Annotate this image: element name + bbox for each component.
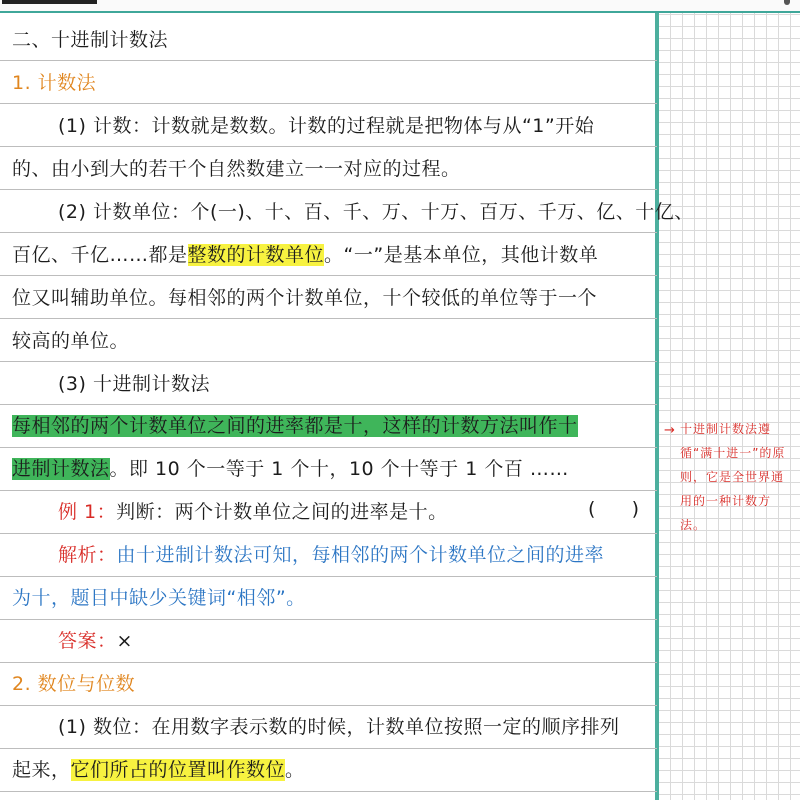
paragraph-counting-line2: 的、由小到大的若干个自然数建立一一对应的过程。 <box>12 158 461 180</box>
top-scribble <box>2 0 97 4</box>
rule-line <box>0 103 657 104</box>
rule-line <box>0 619 657 620</box>
highlight-decimal-definition: 每相邻的两个计数单位之间的进率都是十，这样的计数方法叫作十 <box>12 415 578 437</box>
rule-line <box>0 189 657 190</box>
answer-label: 答案： <box>58 630 117 652</box>
analysis-line2: 为十，题目中缺少关键词“相邻”。 <box>12 587 306 609</box>
margin-line-right <box>657 13 659 800</box>
subsection-title-counting: 1. 计数法 <box>12 72 97 94</box>
paragraph-digits-line2 <box>12 758 305 782</box>
decimal-system-title: (3) 十进制计数法 <box>58 373 210 395</box>
answer-blank: ( ) <box>588 498 640 520</box>
decimal-system-line2 <box>12 457 569 481</box>
answer-value: × <box>116 630 133 652</box>
section-heading: 二、十进制计数法 <box>12 29 169 51</box>
digits-line2-post: 。 <box>285 759 305 781</box>
decimal-line2-post: 。即 10 个一等于 1 个十，10 个十等于 1 个百 …… <box>109 458 569 480</box>
example-text: 判断：两个计数单位之间的进率是十。 <box>116 501 448 523</box>
rule-line <box>0 533 657 534</box>
example-label: 例 1： <box>58 501 117 523</box>
paragraph-units-line2 <box>12 243 598 267</box>
rule-line <box>0 662 657 663</box>
rule-line <box>0 146 657 147</box>
paragraph-counting-line1: (1) 计数：计数就是数数。计数的过程就是把物体与从“1”开始 <box>58 115 595 137</box>
paragraph-units-line4: 较高的单位。 <box>12 330 130 352</box>
rule-line <box>0 791 657 792</box>
rule-line <box>0 404 657 405</box>
analysis-text-1: 由十进制计数法可知，每相邻的两个计数单位之间的进率 <box>116 544 605 566</box>
highlight-decimal-term: 进制计数法 <box>12 458 110 480</box>
rule-line <box>0 447 657 448</box>
rule-line <box>0 361 657 362</box>
rule-line <box>0 490 657 491</box>
digits-line2-pre: 起来， <box>12 759 71 781</box>
paragraph-units-line3: 位又叫辅助单位。每相邻的两个计数单位，十个较低的单位等于一个 <box>12 287 598 309</box>
analysis-line1 <box>58 543 604 567</box>
example-1 <box>58 500 448 524</box>
rule-line <box>0 748 657 749</box>
rule-line <box>0 576 657 577</box>
arrow-right-icon: → <box>664 423 675 438</box>
rule-line <box>0 705 657 706</box>
side-note: 十进制计数法遵循“满十进一”的原则，它是全世界通用的一种计数方法。 <box>680 422 786 532</box>
units-line2-post: 。“一”是基本单位，其他计数单 <box>324 244 599 266</box>
subsection-title-digits: 2. 数位与位数 <box>12 673 136 695</box>
rule-line <box>0 275 657 276</box>
paragraph-digits-line1: (1) 数位：在用数字表示数的时候，计数单位按照一定的顺序排列 <box>58 716 620 738</box>
grid-notes-pane <box>657 13 800 800</box>
rule-line <box>0 60 657 61</box>
units-line2-pre: 百亿、千亿……都是 <box>12 244 188 266</box>
decimal-system-line1 <box>12 414 578 438</box>
highlight-digit-position: 它们所占的位置叫作数位 <box>70 759 286 781</box>
analysis-label: 解析： <box>58 544 117 566</box>
highlight-integer-units: 整数的计数单位 <box>187 244 325 266</box>
answer-line <box>58 629 133 653</box>
paragraph-units-line1: (2) 计数单位：个(一)、十、百、千、万、十万、百万、千万、亿、十亿、 <box>58 201 694 223</box>
rule-line <box>0 232 657 233</box>
rule-line <box>0 318 657 319</box>
